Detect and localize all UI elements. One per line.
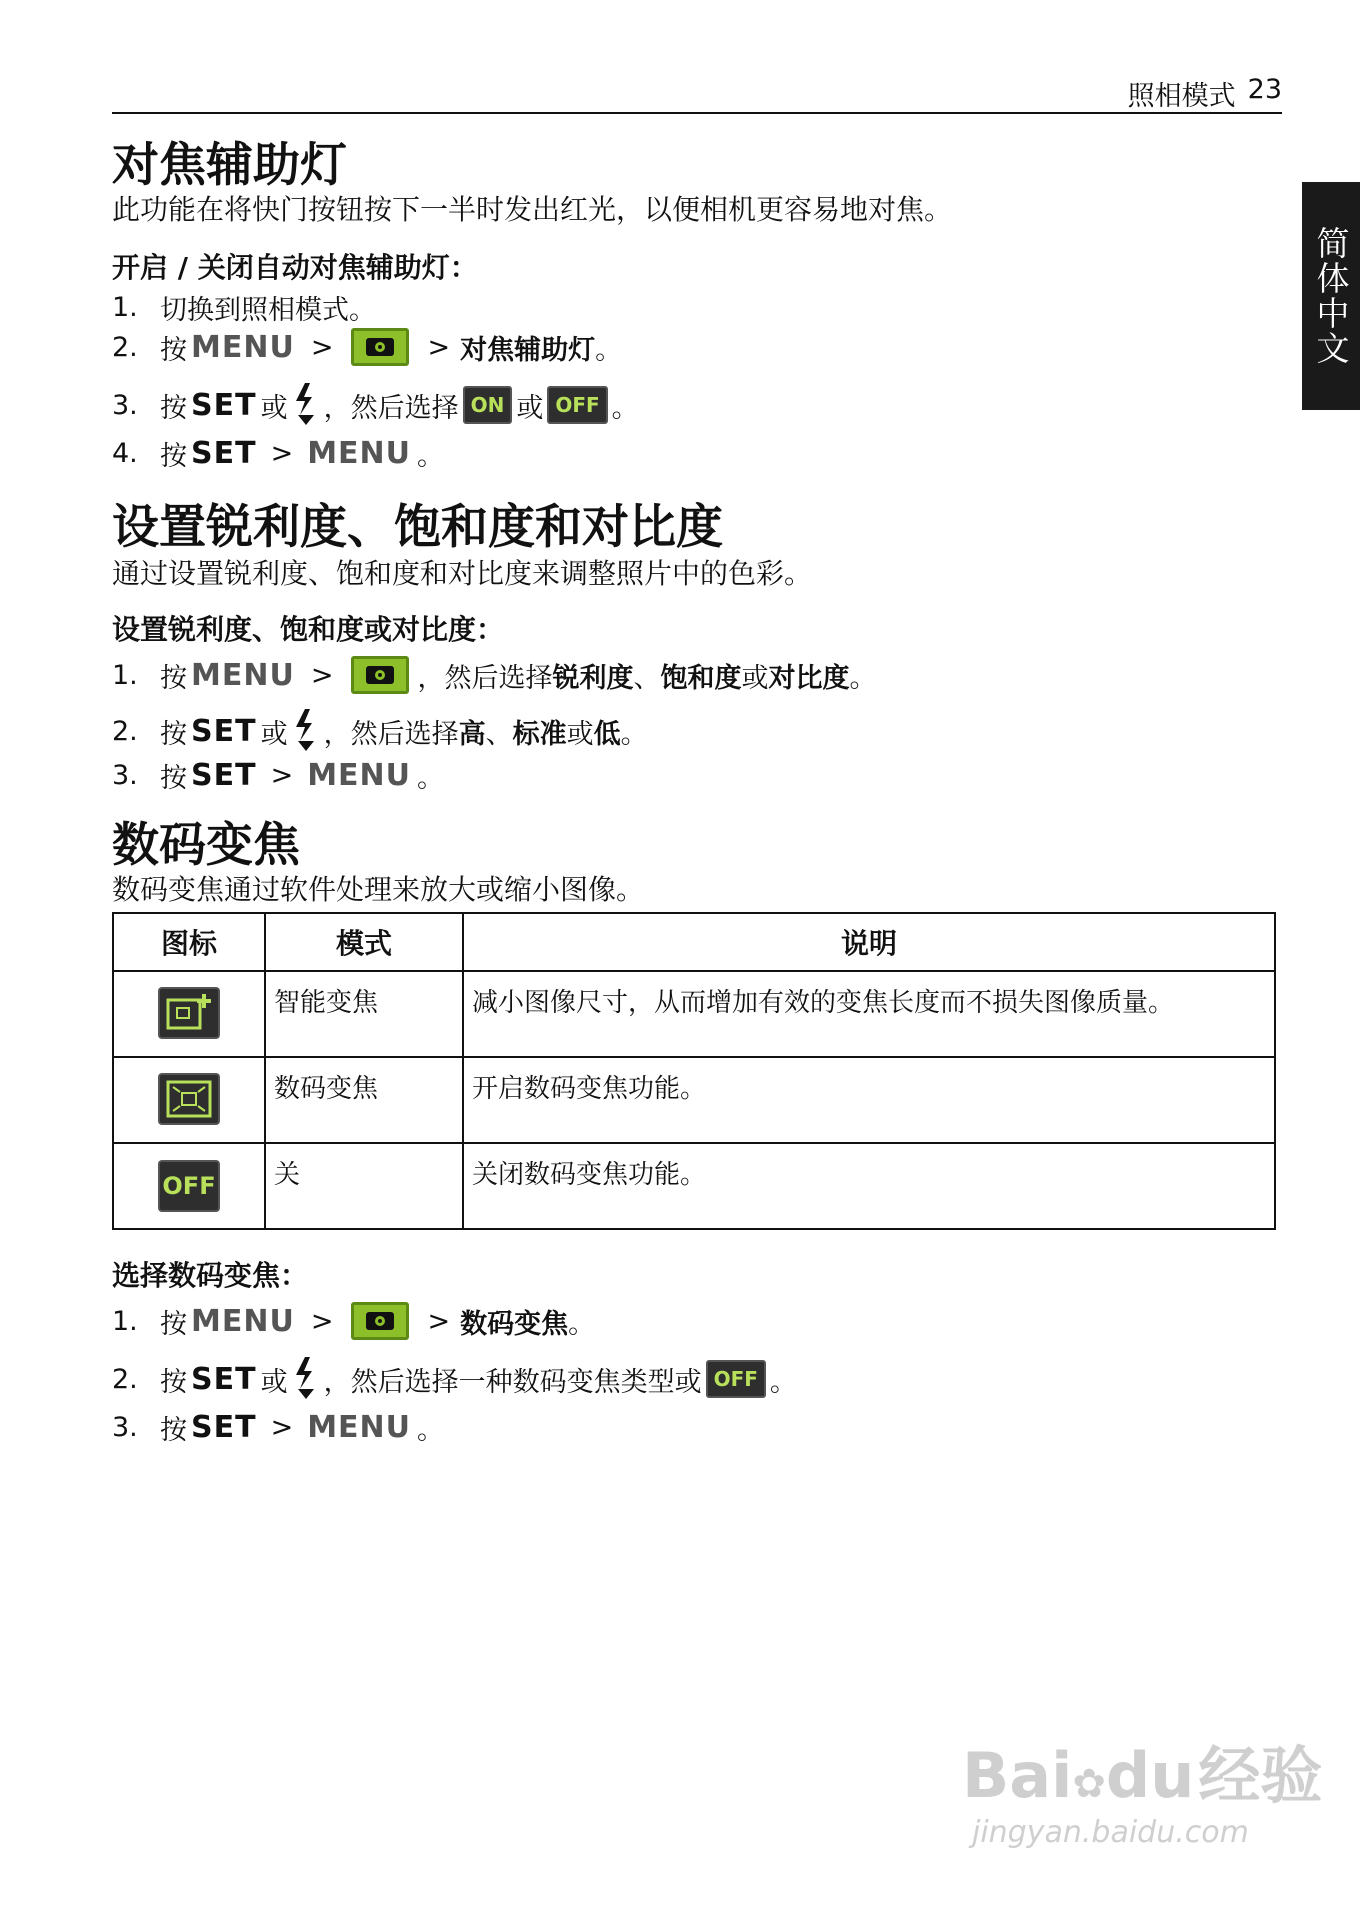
section-desc-af-assist: 此功能在将快门按钮按下一半时发出红光，以便相机更容易地对焦。 <box>112 193 953 226</box>
step-text: 或 <box>741 662 769 694</box>
step-text: 、 <box>485 718 513 750</box>
step-text: 按 <box>160 392 187 424</box>
option-low: 低 <box>593 718 621 750</box>
step-text: ，然后选择 <box>323 392 459 424</box>
watermark-logo <box>962 1726 1322 1815</box>
subtitle-select-zoom: 选择数码变焦： <box>112 1259 309 1292</box>
table-row <box>113 971 1275 1057</box>
step-text: 按 <box>160 763 187 794</box>
step-text: 按 <box>160 1308 187 1340</box>
step-number: 2. <box>112 715 138 747</box>
set-button-label: SET <box>191 387 257 423</box>
menu-button-label: MENU <box>307 758 412 793</box>
column-header: 说明 <box>463 913 1275 971</box>
arrow-separator: > <box>427 1305 451 1337</box>
step-text: 、 <box>633 662 661 694</box>
step-number: 3. <box>112 389 138 421</box>
column-header: 模式 <box>265 913 463 971</box>
table-cell-desc: 减小图像尺寸，从而增加有效的变焦长度而不损失图像质量。 <box>463 971 1275 1057</box>
step-text: ，然后选择 <box>417 662 553 694</box>
column-header: 图标 <box>113 913 265 971</box>
section-title-af-assist: 对焦辅助灯 <box>112 138 347 193</box>
step-text: 按 <box>160 441 187 472</box>
flash-down-icon <box>292 383 320 427</box>
paw-icon: ✿ <box>1072 1761 1106 1807</box>
step-2 <box>112 1356 797 1402</box>
off-zoom-icon: OFF <box>158 1160 220 1212</box>
step-2 <box>112 324 622 370</box>
digital-zoom-icon <box>158 1073 220 1125</box>
step-text: ，然后选择一种数码变焦类型或 <box>323 1366 702 1398</box>
arrow-separator: > <box>270 1412 294 1443</box>
table-cell-desc: 关闭数码变焦功能。 <box>463 1143 1275 1229</box>
off-badge-icon: OFF <box>547 386 607 424</box>
step-number: 1. <box>112 292 138 323</box>
section-title-digital-zoom: 数码变焦 <box>112 818 300 873</box>
table-cell-mode: 关 <box>265 1143 463 1229</box>
step-text: 按 <box>160 1366 187 1398</box>
set-button-label: SET <box>191 758 257 793</box>
step-end: 。 <box>849 662 877 694</box>
menu-button-label: MENU <box>191 329 295 365</box>
watermark-brand-3: 经验 <box>1198 1739 1323 1812</box>
zoom-mode-table <box>112 912 1276 1230</box>
arrow-separator: > <box>427 331 451 363</box>
step-end: 。 <box>417 763 445 794</box>
menu-button-label: MENU <box>191 657 295 693</box>
language-label: 简体中文 <box>1311 226 1351 366</box>
option-sharpness: 锐利度 <box>552 662 634 694</box>
step-1 <box>112 652 876 698</box>
baidu-watermark <box>962 1726 1322 1850</box>
table-cell-icon <box>113 1057 265 1143</box>
arrow-separator: > <box>310 1305 334 1337</box>
option-high: 高 <box>458 718 486 750</box>
step-number: 4. <box>112 438 138 469</box>
table-cell-mode: 数码变焦 <box>265 1057 463 1143</box>
step-text: ，然后选择 <box>323 718 459 750</box>
step-number: 1. <box>112 1305 138 1337</box>
step-end: 。 <box>595 334 623 366</box>
step-4 <box>112 434 444 473</box>
camera-mode-icon <box>351 1302 409 1340</box>
step-text: 或 <box>566 718 594 750</box>
menu-button-label: MENU <box>307 1410 412 1445</box>
on-badge-icon: ON <box>463 386 513 424</box>
table-row <box>113 1057 1275 1143</box>
table-row <box>113 1143 1275 1229</box>
step-number: 2. <box>112 1363 138 1395</box>
step-text: 或 <box>516 392 544 424</box>
watermark-brand-2: du <box>1105 1739 1195 1812</box>
section-title-sharpness: 设置锐利度、饱和度和对比度 <box>112 500 723 555</box>
step-text: 或 <box>260 718 288 750</box>
step-number: 3. <box>112 760 138 791</box>
step-number: 3. <box>112 1412 138 1443</box>
table-cell-mode: 智能变焦 <box>265 971 463 1057</box>
table-header-row <box>113 913 1275 971</box>
step-end: 。 <box>417 441 445 472</box>
step-end: 。 <box>769 1366 797 1398</box>
arrow-separator: > <box>310 331 334 363</box>
arrow-separator: > <box>270 438 294 469</box>
step-2 <box>112 708 648 754</box>
menu-button-label: MENU <box>307 436 412 471</box>
step-3 <box>112 1408 444 1447</box>
step-number: 1. <box>112 659 138 691</box>
option-saturation: 饱和度 <box>660 662 742 694</box>
menu-target: 对焦辅助灯 <box>460 334 596 366</box>
watermark-brand: Bai <box>962 1739 1073 1812</box>
step-3 <box>112 382 639 428</box>
step-number: 2. <box>112 331 138 363</box>
menu-target: 数码变焦 <box>460 1308 569 1340</box>
flash-down-icon <box>292 709 320 753</box>
step-end: 。 <box>620 718 648 750</box>
set-button-label: SET <box>191 1410 257 1445</box>
option-contrast: 对比度 <box>768 662 850 694</box>
step-1 <box>112 1298 595 1344</box>
table-cell-icon <box>113 971 265 1057</box>
set-button-label: SET <box>191 436 257 471</box>
off-badge-icon: OFF <box>706 1360 766 1398</box>
watermark-url: jingyan.baidu.com <box>972 1815 1249 1850</box>
section-desc-digital-zoom: 数码变焦通过软件处理来放大或缩小图像。 <box>112 873 645 906</box>
header-divider <box>112 112 1282 114</box>
table-cell-icon <box>113 1143 265 1229</box>
step-text: 按 <box>160 1415 187 1446</box>
subtitle-sharpness: 设置锐利度、饱和度或对比度： <box>112 613 505 646</box>
page-header <box>1128 74 1282 113</box>
step-text: 按 <box>160 662 187 694</box>
step-text: 按 <box>160 718 187 750</box>
step-end: 。 <box>568 1308 596 1340</box>
flash-down-icon <box>292 1357 320 1401</box>
step-text: 按 <box>160 334 187 366</box>
language-side-tab <box>1302 182 1360 410</box>
step-1 <box>112 288 376 327</box>
step-text: 或 <box>260 392 288 424</box>
table-cell-desc: 开启数码变焦功能。 <box>463 1057 1275 1143</box>
smart-zoom-icon <box>158 987 220 1039</box>
camera-mode-icon <box>351 328 409 366</box>
page-number: 23 <box>1247 74 1282 105</box>
option-standard: 标准 <box>512 718 567 750</box>
step-end: 。 <box>417 1415 445 1446</box>
step-3 <box>112 756 444 795</box>
section-desc-sharpness: 通过设置锐利度、饱和度和对比度来调整照片中的色彩。 <box>112 557 813 590</box>
set-button-label: SET <box>191 1361 257 1397</box>
arrow-separator: > <box>310 659 334 691</box>
step-end: 。 <box>611 392 639 424</box>
header-title: 照相模式 <box>1127 81 1236 112</box>
step-text: 或 <box>260 1366 288 1398</box>
subtitle-af-assist: 开启 / 关闭自动对焦辅助灯： <box>112 251 478 284</box>
camera-mode-icon <box>351 656 409 694</box>
step-text: 切换到照相模式。 <box>160 295 376 326</box>
menu-button-label: MENU <box>191 1303 295 1339</box>
arrow-separator: > <box>270 760 294 791</box>
set-button-label: SET <box>191 713 257 749</box>
